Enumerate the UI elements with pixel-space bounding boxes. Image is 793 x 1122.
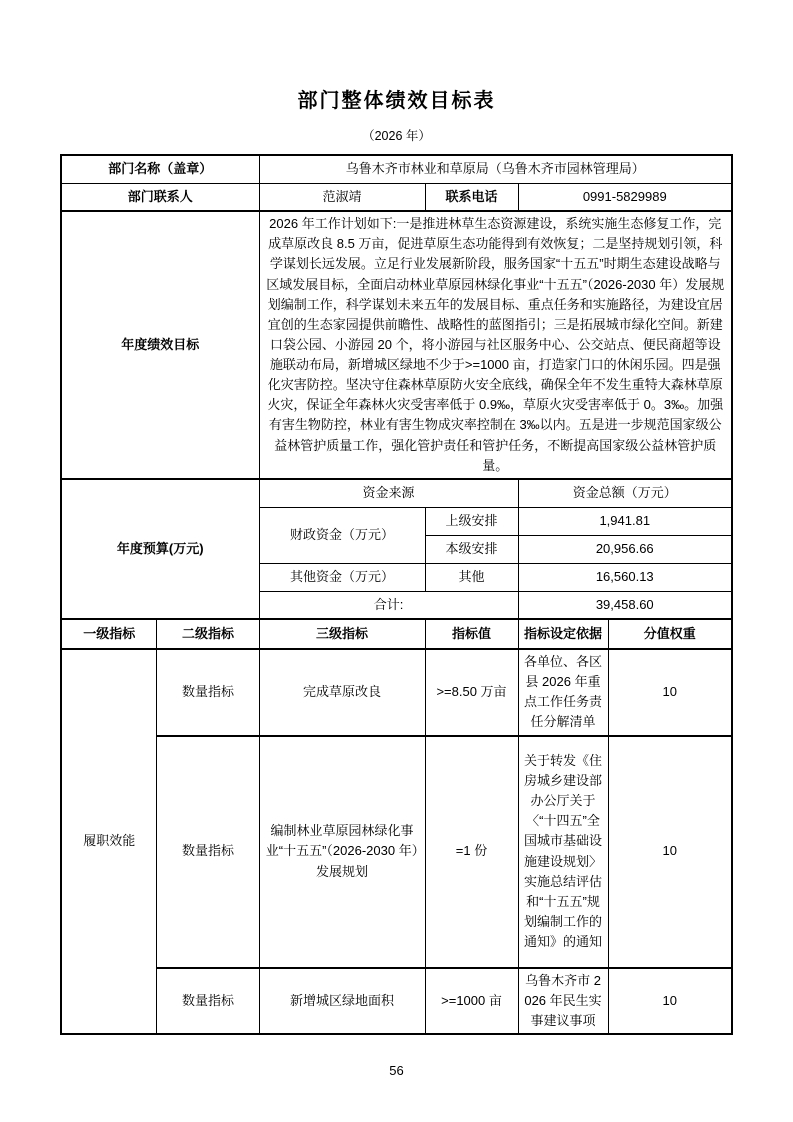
page-number: 56 [389,1062,404,1078]
indicator-row [61,649,732,736]
page-title: 部门整体绩效目标表 [297,90,496,112]
header-basis: 指标设定依据 [518,619,608,649]
indicator-value: =1 份 [425,736,518,968]
indicator-level3: 新增城区绿地面积 [259,968,425,1034]
phone-label: 联系电话 [425,183,518,211]
budget-total-value: 39,458.60 [518,591,732,619]
contact-label: 部门联系人 [61,183,259,211]
budget-label: 年度预算(万元) [61,479,259,619]
budget-local-value: 20,956.66 [518,535,732,563]
indicator-level3: 完成草原改良 [259,649,425,736]
indicator-basis: 关于转发《住房城乡建设部办公厅关于〈“十四五”全国城市基础设施建设规划〉实施总结评估和“十五五”规划编制工作的通知》的通知 [518,736,608,968]
indicator-weight: 10 [608,968,732,1034]
budget-other-sub-label: 其他 [425,563,518,591]
header-value: 指标值 [425,619,518,649]
budget-fiscal-label: 财政资金（万元） [259,507,425,563]
budget-local-label: 本级安排 [425,535,518,563]
indicator-header-row [61,619,732,649]
table-row [61,479,732,507]
performance-table [60,154,733,1035]
budget-total-label: 合计: [259,591,518,619]
indicator-value: >=8.50 万亩 [425,649,518,736]
header-weight: 分值权重 [608,619,732,649]
table-row [61,211,732,479]
indicator-weight: 10 [608,649,732,736]
table-row [61,183,732,211]
indicator-row [61,968,732,1034]
indicator-basis: 乌鲁木齐市 2026 年民生实事建议事项 [518,968,608,1034]
budget-upper-label: 上级安排 [425,507,518,535]
budget-source-header: 资金来源 [259,479,518,507]
budget-upper-value: 1,941.81 [518,507,732,535]
indicator-level2: 数量指标 [157,968,259,1034]
budget-other-label: 其他资金（万元） [259,563,425,591]
indicator-row [61,736,732,968]
header-level1: 一级指标 [61,619,157,649]
indicator-level1: 履职效能 [61,649,157,1034]
indicator-value: >=1000 亩 [425,968,518,1034]
annual-target-text: 2026 年工作计划如下:一是推进林草生态资源建设，系统实施生态修复工作，完成草原改良 8.5 万亩，促进草原生态功能得到有效恢复；二是坚持规划引领，科学谋划长远发展。立足行业发展新阶段，服务国家“十五五”时期生态建设战略与区域发展目标，全面启动林业草原园林绿化事业“十五五”（2026-2030 年）发展规划编制工作，科学谋划未来五年的发展目标、重点任务和实施路径，为建设宜居宜创的生态家园提供前瞻性、战略性的蓝图指引；三是拓展城市绿化空间。新建口袋公园、小游园 20 个，将小游园与社区服务中心、公交站点、便民商超等设施联动布局，新增城区绿地不少于>=1000 亩，打造家门口的休闲乐园。四是强化灾害防控。坚决守住森林草原防火安全底线，确保全年不发生重特大森林草原火灾，保证全年森林火灾受害率低于 0.9‰，草原火灾受害率低于 0。3‰。加强有害生物防控，林业有害生物成灾率控制在 3‰以内。五是进一步规范国家级公益林管护质量工作，强化管护责任和管护任务，不断提高国家级公益林管护质量。 [259,211,732,479]
indicator-weight: 10 [608,736,732,968]
dept-name-label: 部门名称（盖章） [61,155,259,183]
indicator-basis: 各单位、各区县 2026 年重点工作任务责任分解清单 [518,649,608,736]
indicator-level3: 编制林业草原园林绿化事业“十五五”（2026-2030 年）发展规划 [259,736,425,968]
indicator-level2: 数量指标 [157,649,259,736]
budget-other-value: 16,560.13 [518,563,732,591]
phone-value: 0991-5829989 [518,183,732,211]
dept-name-value: 乌鲁木齐市林业和草原局（乌鲁木齐市园林管理局） [259,155,732,183]
header-level3: 三级指标 [259,619,425,649]
indicator-level2: 数量指标 [157,736,259,968]
table-row [61,155,732,183]
annual-target-label: 年度绩效目标 [61,211,259,479]
budget-amount-header: 资金总额（万元） [518,479,732,507]
page-subtitle: （2026 年） [362,129,431,143]
contact-value: 范淑靖 [259,183,425,211]
header-level2: 二级指标 [157,619,259,649]
